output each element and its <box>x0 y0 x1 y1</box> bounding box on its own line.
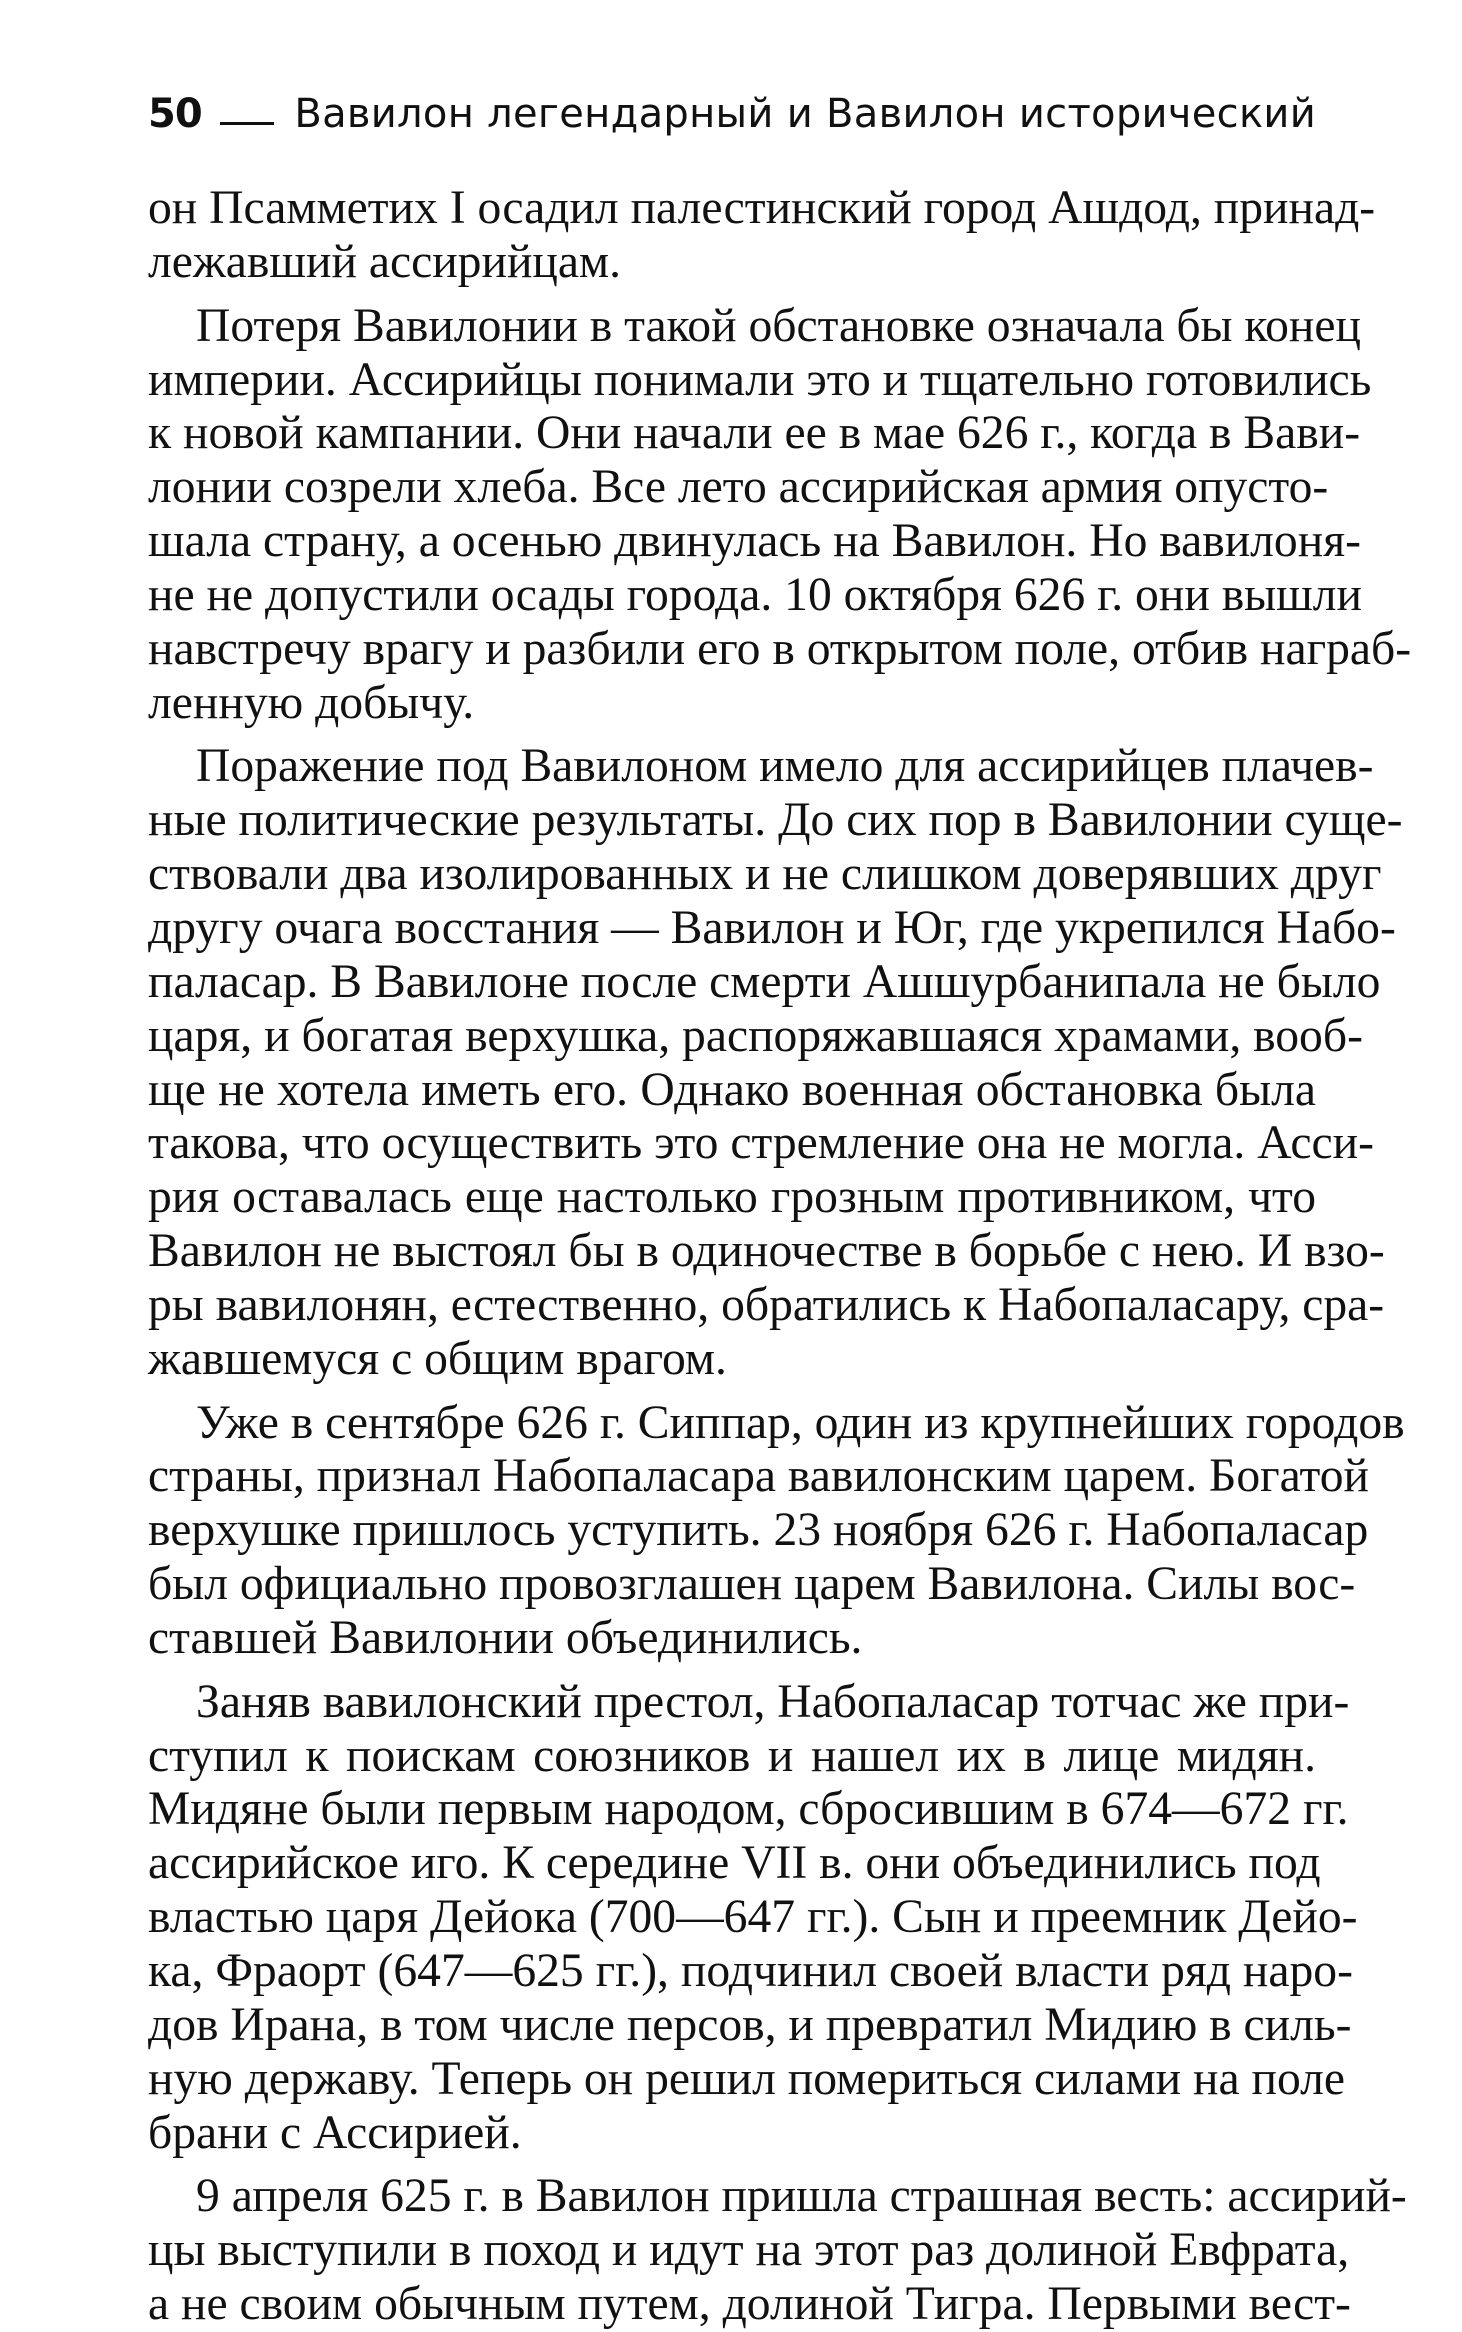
text-line: верхушке пришлось уступить. 23 ноября 626 г. Набопаласар <box>148 1504 1369 1557</box>
text-line: ные политические результаты. До сих пор в Вавилонии суще- <box>148 794 1403 847</box>
text-line: ры вавилонян, естественно, обратились к Набопаласару, сра- <box>148 1278 1385 1331</box>
text-line: Вавилон не выстоял бы в одиночестве в борьбе с нею. И взо- <box>148 1225 1385 1278</box>
paragraph <box>148 299 1412 731</box>
text-line: империи. Ассирийцы понимали это и тщательно готовились <box>148 353 1372 406</box>
text-line: навстречу врагу и разбили его в открытом поле, отбив награб- <box>148 622 1412 675</box>
text-line: царя, и богатая верхушка, распоряжавшаяся храмами, вооб- <box>148 1009 1363 1062</box>
body-text <box>148 182 1412 2332</box>
page-number: 50 <box>148 91 202 137</box>
paragraph <box>148 1675 1358 2161</box>
text-line: ка, Фраорт (647—625 гг.), подчинил своей власти ряд наро- <box>148 1945 1353 1997</box>
text-line: властью царя Дейока (700—647 гг.). Сын и преемник Дейо- <box>148 1891 1358 1944</box>
text-line: ще не хотела иметь его. Однако военная обстановка была <box>148 1063 1316 1116</box>
text-line: страны, признал Набопаласара вавилонским царем. Богатой <box>148 1450 1369 1503</box>
text-line: ную державу. Теперь он решил помериться силами на поле <box>148 2052 1346 2105</box>
text-line: ступил к поискам союзников и нашел их в лице мидян. <box>148 1729 1316 1782</box>
paragraph-gap <box>148 290 1316 300</box>
text-line: паласар. В Вавилоне после смерти Ашшурбанипала не было <box>148 955 1381 1008</box>
text-line: он Псамметих I осадил палестинский город Ашдод, принад- <box>148 182 1376 234</box>
text-line: цы выступили в поход и идут на этот раз долиной Евфрата, <box>148 2224 1350 2277</box>
text-line: 9 апреля 625 г. в Вавилон пришла страшная весть: ассирий- <box>196 2170 1407 2223</box>
paragraph-gap <box>148 1387 1316 1397</box>
text-line: брани с Ассирией. <box>148 2106 522 2159</box>
text-line: к новой кампании. Они начали ее в мае 626 г., когда в Вави- <box>148 407 1361 460</box>
text-line: лежавший ассирийцам. <box>148 235 622 288</box>
text-line: другу очага восстания — Вавилон и Юг, где укрепился Набо- <box>148 901 1396 954</box>
paragraph <box>148 1396 1405 1666</box>
paragraph <box>148 182 1376 290</box>
text-line: Мидяне были первым народом, сбросившим в 674—672 гг. <box>148 1783 1349 1836</box>
header-rule <box>220 122 275 125</box>
paragraph-gap <box>148 2160 1316 2170</box>
paragraph-gap <box>148 1666 1316 1676</box>
text-line: ленную добычу. <box>148 676 475 729</box>
text-line: рия оставалась еще настолько грозным противником, что <box>148 1171 1316 1224</box>
text-line: Поражение под Вавилоном имело для ассирийцев плачев- <box>196 740 1374 793</box>
text-line: Потеря Вавилонии в такой обстановке означала бы конец <box>196 299 1362 352</box>
text-line: не не допустили осады города. 10 октября 626 г. они вышли <box>148 568 1363 621</box>
paragraph-gap <box>148 730 1316 740</box>
text-line: ставшей Вавилонии объединились. <box>148 1611 863 1664</box>
text-line: дов Ирана, в том числе персов, и превратил Мидию в силь- <box>148 1998 1352 2051</box>
text-line: был официально провозглашен царем Вавилона. Силы вос- <box>148 1558 1356 1611</box>
text-line: Уже в сентябре 626 г. Сиппар, один из крупнейших городов <box>196 1396 1405 1449</box>
text-line: Заняв вавилонский престол, Набопаласар тотчас же при- <box>196 1675 1350 1728</box>
text-line: ассирийское иго. К середине VII в. они объединились под <box>148 1837 1321 1890</box>
running-header <box>148 84 1316 144</box>
text-line: ствовали два изолированных и не слишком доверявших друг <box>148 848 1382 901</box>
text-line: а не своим обычным путем, долиной Тигра. Первыми вест- <box>148 2278 1351 2331</box>
paragraph <box>148 740 1403 1386</box>
text-line: шала страну, а осенью двинулась на Вавилон. Но вавилоня- <box>148 515 1361 568</box>
text-line: такова, что осуществить это стремление она не могла. Асси- <box>148 1117 1374 1170</box>
paragraph <box>148 2170 1407 2332</box>
text-line: лонии созрели хлеба. Все лето ассирийская армия опусто- <box>148 461 1329 514</box>
running-title: Вавилон легендарный и Вавилон исторический <box>294 91 1316 137</box>
text-line: жавшемуся с общим врагом. <box>148 1332 727 1385</box>
